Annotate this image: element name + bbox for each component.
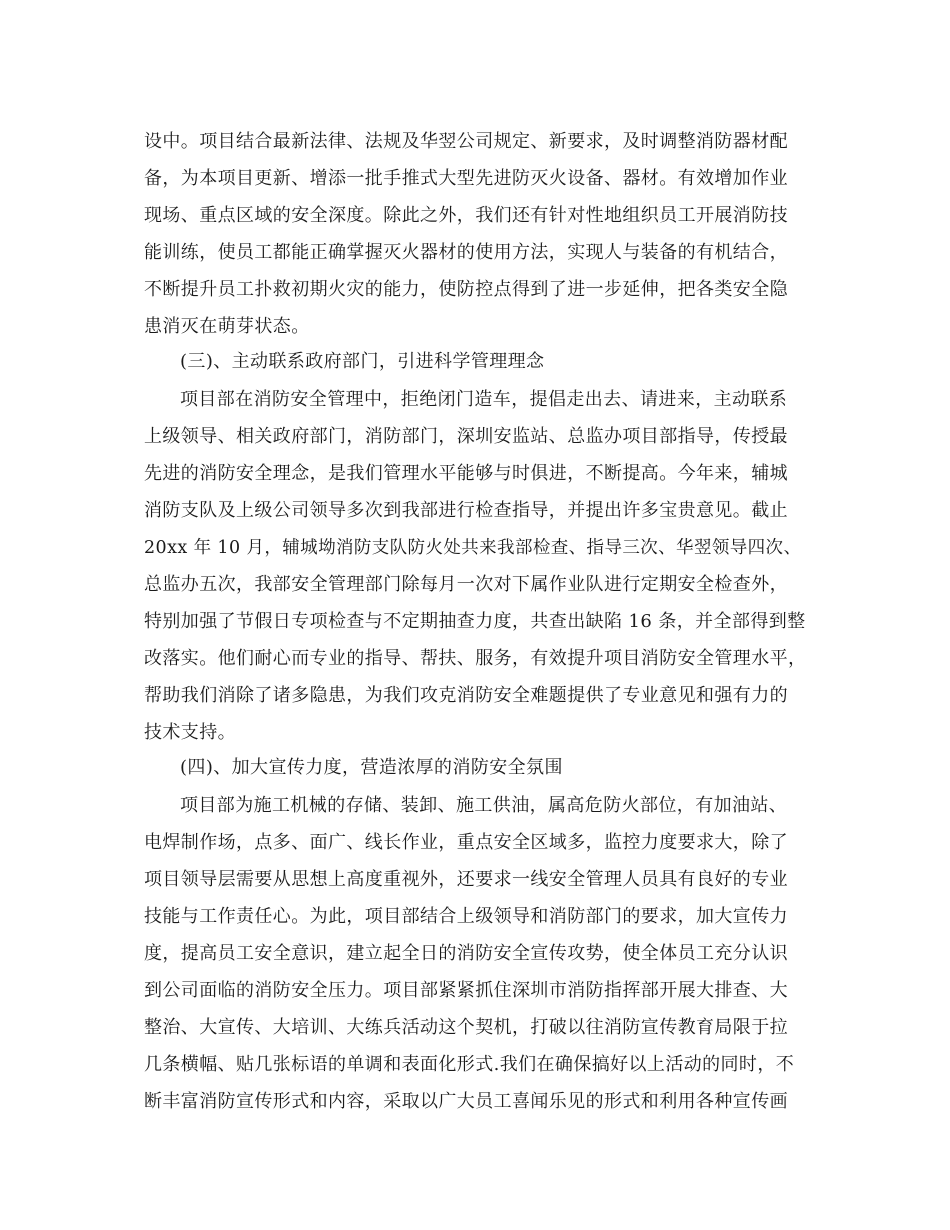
text-line: 技术支持。 <box>144 722 236 743</box>
text-line: 电焊制作场，点多、面广、线长作业，重点安全区域多，监控力度要求大，除了 <box>144 832 788 853</box>
text-line: 特别加强了节假日专项检查与不定期抽查力度，共查出缺陷 16 条，并全部得到整 <box>144 611 806 632</box>
text-line: 度，提高员工安全意识，建立起全日的消防安全宣传攻势，使全体员工充分认识 <box>144 943 788 964</box>
text-line: 先进的消防安全理念，是我们管理水平能够与时俱进，不断提高。今年来，辅城 <box>144 463 788 484</box>
text-line: 上级领导、相关政府部门，消防部门，深圳安监站、总监办项目部指导，传授最 <box>144 426 788 447</box>
text-line: 项目领导层需要从思想上高度重视外，还要求一线安全管理人员具有良好的专业 <box>144 869 788 890</box>
text-line: 不断提升员工扑救初期火灾的能力，使防控点得到了进一步延伸，把各类安全隐 <box>144 279 788 300</box>
text-line: 能训练，使员工都能正确掌握灭火器材的使用方法，实现人与装备的有机结合， <box>144 242 788 263</box>
text-line: 设中。项目结合最新法律、法规及华翌公司规定、新要求，及时调整消防器材配 <box>144 131 788 152</box>
text-line: 备，为本项目更新、增添一批手推式大型先进防灭火设备、器材。有效增加作业 <box>144 168 788 189</box>
section-heading: (四)、加大宣传力度，营造浓厚的消防安全氛围 <box>180 757 563 778</box>
text-line: 到公司面临的消防安全压力。项目部紧紧抓住深圳市消防指挥部开展大排查、大 <box>144 980 788 1001</box>
text-line: 改落实。他们耐心而专业的指导、帮扶、服务，有效提升项目消防安全管理水平， <box>144 648 807 669</box>
text-line: 20xx 年 10 月，辅城坳消防支队防火处共来我部检查、指导三次、华翌领导四次、 <box>144 538 802 558</box>
text-line: 技能与工作责任心。为此，项目部结合上级领导和消防部门的要求，加大宣传力 <box>144 906 788 927</box>
section-heading: (三)、主动联系政府部门，引进科学管理理念 <box>180 351 545 372</box>
text-line: 整治、大宣传、大培训、大练兵活动这个契机，打破以往消防宣传教育局限于拉 <box>144 1017 788 1038</box>
text-line: 总监办五次，我部安全管理部门除每月一次对下属作业队进行定期安全检查外， <box>144 574 788 595</box>
text-line: 消防支队及上级公司领导多次到我部进行检查指导，并提出许多宝贵意见。截止 <box>144 500 788 521</box>
text-line: 项目部为施工机械的存储、装卸、施工供油，属高危防火部位，有加油站、 <box>180 795 788 816</box>
text-line: 项目部在消防安全管理中，拒绝闭门造车，提倡走出去、请进来，主动联系 <box>180 389 788 410</box>
text-line: 患消灭在萌芽状态。 <box>144 316 310 337</box>
text-line: 几条横幅、贴几张标语的单调和表面化形式.我们在确保搞好以上活动的同时，不 <box>144 1054 795 1075</box>
text-line: 现场、重点区域的安全深度。除此之外，我们还有针对性地组织员工开展消防技 <box>144 205 788 226</box>
text-line: 断丰富消防宣传形式和内容，采取以广大员工喜闻乐见的形式和利用各种宣传画 <box>144 1091 788 1112</box>
text-line: 帮助我们消除了诸多隐患，为我们攻克消防安全难题提供了专业意见和强有力的 <box>144 685 788 706</box>
